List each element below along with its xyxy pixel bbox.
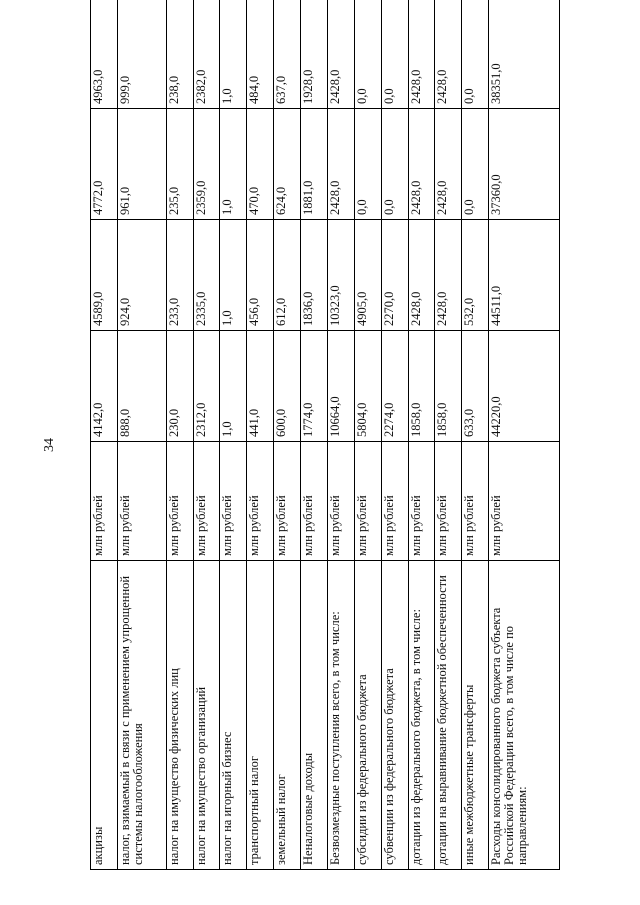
row-value: 2428,0 <box>327 0 354 109</box>
row-value: 37360,0 <box>489 109 560 220</box>
row-value: 4772,0 <box>91 109 118 220</box>
row-label: налог, взимаемый в связи с применением упрощенной системы налогообложения <box>117 561 166 870</box>
row-value: 2428,0 <box>408 0 435 109</box>
row-value: 2382,0 <box>193 0 220 109</box>
row-unit: млн рублей <box>462 442 489 561</box>
row-unit: млн рублей <box>91 442 118 561</box>
row-value: 44511,0 <box>489 220 560 331</box>
row-unit: млн рублей <box>220 442 247 561</box>
table-row <box>91 0 118 870</box>
row-value: 2312,0 <box>193 331 220 442</box>
row-value: 0,0 <box>354 0 381 109</box>
row-value: 1858,0 <box>435 331 462 442</box>
row-value: 238,0 <box>166 0 193 109</box>
row-value: 1881,0 <box>301 109 328 220</box>
row-value: 2428,0 <box>327 109 354 220</box>
table-row <box>435 0 462 870</box>
row-label: Неналоговые доходы <box>301 561 328 870</box>
row-unit: млн рублей <box>354 442 381 561</box>
row-value: 4905,0 <box>354 220 381 331</box>
row-value: 924,0 <box>117 220 166 331</box>
row-label: земельный налог <box>274 561 301 870</box>
row-label: налог на имущество организаций <box>193 561 220 870</box>
row-label: налог на игорный бизнес <box>220 561 247 870</box>
row-value: 235,0 <box>166 109 193 220</box>
row-unit: млн рублей <box>435 442 462 561</box>
row-value: 4142,0 <box>91 331 118 442</box>
row-label: субсидии из федерального бюджета <box>354 561 381 870</box>
row-value: 1774,0 <box>301 331 328 442</box>
row-unit: млн рублей <box>274 442 301 561</box>
row-label: акцизы <box>91 561 118 870</box>
row-value: 1,0 <box>220 109 247 220</box>
row-value: 4589,0 <box>91 220 118 331</box>
table-row <box>301 0 328 870</box>
row-value: 532,0 <box>462 220 489 331</box>
row-value: 4963,0 <box>91 0 118 109</box>
budget-table <box>90 0 560 870</box>
row-label: дотации из федерального бюджета, в том числе: <box>408 561 435 870</box>
table-row <box>381 0 408 870</box>
row-value: 888,0 <box>117 331 166 442</box>
row-value: 470,0 <box>247 109 274 220</box>
row-unit: млн рублей <box>117 442 166 561</box>
row-value: 2428,0 <box>435 109 462 220</box>
row-value: 600,0 <box>274 331 301 442</box>
table-row <box>408 0 435 870</box>
row-value: 441,0 <box>247 331 274 442</box>
row-value: 612,0 <box>274 220 301 331</box>
row-value: 0,0 <box>462 0 489 109</box>
row-value: 0,0 <box>381 0 408 109</box>
row-value: 633,0 <box>462 331 489 442</box>
row-label: транспортный налог <box>247 561 274 870</box>
row-value: 1,0 <box>220 220 247 331</box>
row-value: 2428,0 <box>435 0 462 109</box>
row-value: 999,0 <box>117 0 166 109</box>
table-row <box>193 0 220 870</box>
row-unit: млн рублей <box>408 442 435 561</box>
row-unit: млн рублей <box>193 442 220 561</box>
row-value: 624,0 <box>274 109 301 220</box>
row-value: 2359,0 <box>193 109 220 220</box>
row-unit: млн рублей <box>381 442 408 561</box>
row-value: 1836,0 <box>301 220 328 331</box>
row-value: 2335,0 <box>193 220 220 331</box>
row-label: дотации на выравнивание бюджетной обеспеченности <box>435 561 462 870</box>
row-unit: млн рублей <box>301 442 328 561</box>
row-value: 1928,0 <box>301 0 328 109</box>
row-label: иные межбюджетные трансферты <box>462 561 489 870</box>
row-value: 961,0 <box>117 109 166 220</box>
page-number: 34 <box>42 438 57 452</box>
row-value: 484,0 <box>247 0 274 109</box>
row-value: 230,0 <box>166 331 193 442</box>
row-value: 2428,0 <box>408 109 435 220</box>
table-row <box>247 0 274 870</box>
row-value: 0,0 <box>462 109 489 220</box>
row-unit: млн рублей <box>327 442 354 561</box>
row-unit: млн рублей <box>489 442 560 561</box>
table-row <box>354 0 381 870</box>
table-row <box>462 0 489 870</box>
row-value: 2428,0 <box>435 220 462 331</box>
row-value: 637,0 <box>274 0 301 109</box>
row-value: 2428,0 <box>408 220 435 331</box>
row-value: 10323,0 <box>327 220 354 331</box>
row-value: 2274,0 <box>381 331 408 442</box>
row-label: Расходы консолидированного бюджета субъекта Российской Федерации всего, в том числе по направлениям: <box>489 561 560 870</box>
row-value: 0,0 <box>381 109 408 220</box>
row-value: 1,0 <box>220 0 247 109</box>
row-value: 0,0 <box>354 109 381 220</box>
row-value: 1,0 <box>220 331 247 442</box>
table-row <box>489 0 560 870</box>
row-label: Безвозмездные поступления всего, в том числе: <box>327 561 354 870</box>
row-value: 5804,0 <box>354 331 381 442</box>
budget-table-container <box>90 50 560 870</box>
row-unit: млн рублей <box>166 442 193 561</box>
row-value: 456,0 <box>247 220 274 331</box>
row-value: 1858,0 <box>408 331 435 442</box>
table-row <box>220 0 247 870</box>
table-row <box>166 0 193 870</box>
row-value: 233,0 <box>166 220 193 331</box>
table-row <box>274 0 301 870</box>
row-label: субвенции из федерального бюджета <box>381 561 408 870</box>
row-value: 10664,0 <box>327 331 354 442</box>
row-unit: млн рублей <box>247 442 274 561</box>
table-row <box>117 0 166 870</box>
row-label: налог на имущество физических лиц <box>166 561 193 870</box>
table-row <box>327 0 354 870</box>
row-value: 38351,0 <box>489 0 560 109</box>
row-value: 44220,0 <box>489 331 560 442</box>
row-value: 2270,0 <box>381 220 408 331</box>
